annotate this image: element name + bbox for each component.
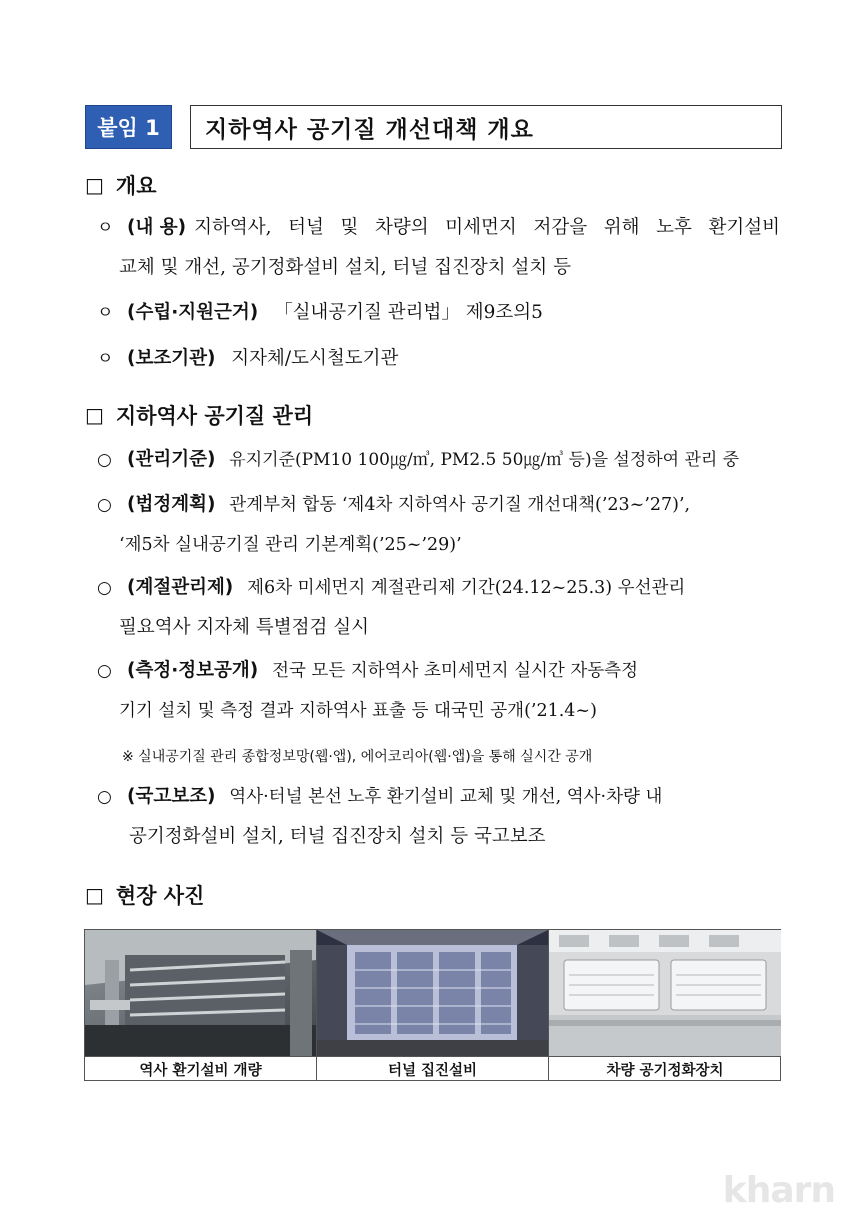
photo-caption: 터널 집진설비 (317, 1056, 548, 1081)
item-label: (측정·정보공개) (127, 660, 259, 681)
item-text: 지하역사, 터널 및 차량의 미세먼지 저감을 위해 노후 환기설비 (194, 217, 780, 238)
watermark-logo: kharn (722, 1170, 835, 1211)
circle-bullet-icon: ○ (97, 495, 112, 515)
item-text-continued: 교체 및 개선, 공기정화설비 설치, 터널 집진장치 설치 등 (119, 257, 571, 278)
item-text: 제6차 미세먼지 계절관리제 기간(24.12~25.3) 우선관리 (247, 578, 686, 598)
item-text: 「실내공기질 관리법」 제9조의5 (274, 302, 543, 323)
ventilation-equipment-image (85, 930, 316, 1056)
item-text-continued: 공기정화설비 설치, 터널 집진장치 설치 등 국고보조 (129, 826, 546, 847)
item-text: 전국 모든 지하역사 초미세먼지 실시간 자동측정 (272, 661, 638, 681)
section-title: 지하역사 공기질 관리 (115, 404, 314, 428)
footnote: ※ 실내공기질 관리 종합정보망(웹·앱), 에어코리아(웹·앱)을 통해 실시간 공개 (122, 749, 593, 765)
section-heading-photos (85, 880, 204, 910)
attachment-tag: 붙임 1 (85, 105, 172, 149)
photo-table (84, 929, 781, 1081)
item-label: (계절관리제) (127, 577, 234, 598)
circle-bullet-icon: ○ (97, 450, 112, 470)
circle-bullet-icon: ㅇ (97, 303, 114, 323)
circle-bullet-icon: ○ (97, 661, 112, 681)
air-purifier-image (549, 930, 781, 1056)
item-text-continued: 필요역사 지자체 특별점검 실시 (119, 617, 369, 638)
photo-caption: 차량 공기정화장치 (549, 1056, 781, 1081)
circle-bullet-icon: ㅇ (97, 218, 114, 238)
item-text-continued: 기기 설치 및 측정 결과 지하역사 표출 등 대국민 공개(’21.4~) (119, 701, 597, 721)
photo-vehicle-air-purifier (549, 930, 781, 1056)
circle-bullet-icon: ○ (97, 787, 112, 807)
item-text: 관계부처 합동 ‘제4차 지하역사 공기질 개선대책(’23~’27)’, (229, 495, 691, 515)
item-label: (법정계획) (127, 494, 216, 515)
item-label: (수립·지원근거) (127, 302, 259, 323)
item-label: (보조기관) (127, 348, 216, 369)
item-text: 지자체/도시철도기관 (231, 348, 399, 369)
photo-station-ventilation (85, 930, 316, 1056)
item-text-continued: ‘제5차 실내공기질 관리 기본계획(’25~’29)’ (119, 535, 462, 555)
item-label: (관리기준) (127, 449, 216, 470)
circle-bullet-icon: ㅇ (97, 349, 114, 369)
document-header (85, 105, 782, 149)
square-bullet-icon: □ (85, 883, 104, 907)
section-title: 개요 (115, 174, 157, 198)
document-title: 지하역사 공기질 개선대책 개요 (190, 105, 782, 149)
item-text: 유지기준(PM10 100㎍/㎥, PM2.5 50㎍/㎥ 등)을 설정하여 관리 중 (229, 450, 740, 470)
square-bullet-icon: □ (85, 403, 104, 427)
item-text: 역사·터널 본선 노후 환기설비 교체 및 개선, 역사·차량 내 (229, 787, 663, 807)
item-label: (내 용) (127, 217, 187, 238)
photo-tunnel-dust-collector (317, 930, 548, 1056)
section-heading-overview (85, 170, 156, 200)
square-bullet-icon: □ (85, 173, 104, 197)
photo-caption: 역사 환기설비 개량 (85, 1056, 316, 1081)
section-title: 현장 사진 (115, 884, 205, 908)
dust-collector-image (317, 930, 548, 1056)
circle-bullet-icon: ○ (97, 578, 112, 598)
section-heading-management (85, 400, 313, 430)
item-label: (국고보조) (127, 786, 216, 807)
